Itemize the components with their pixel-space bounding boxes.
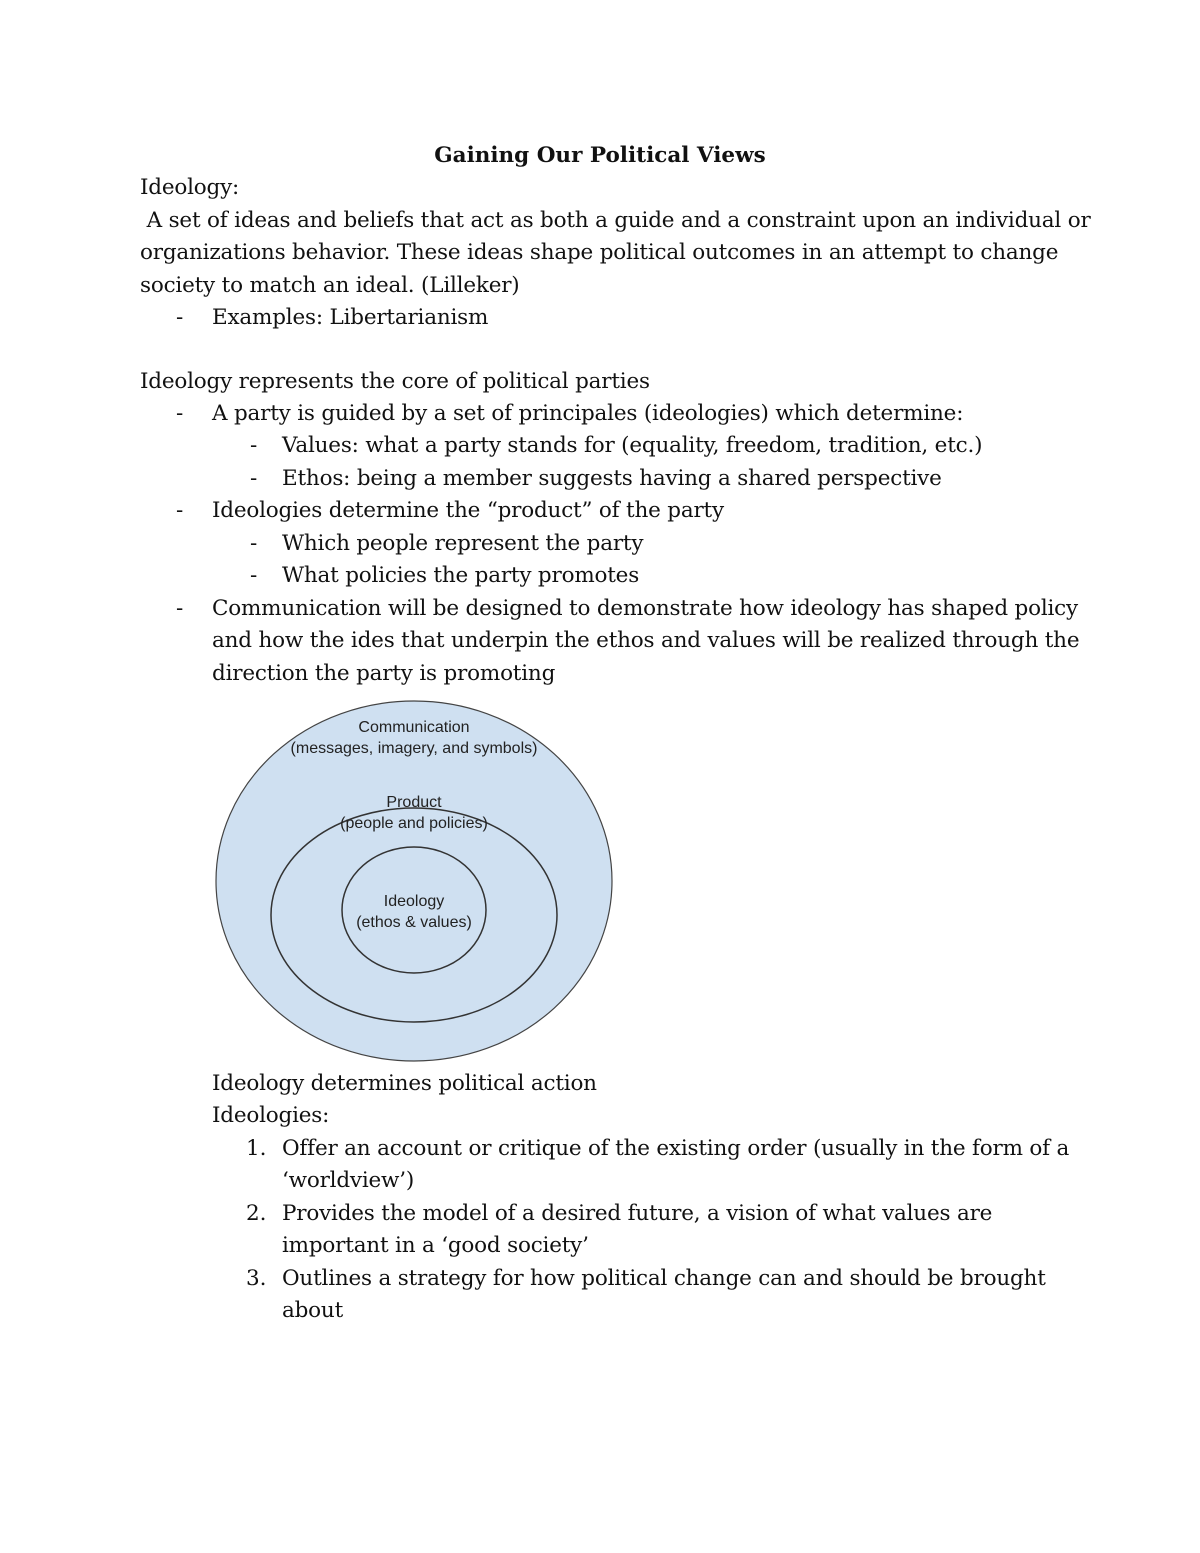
inner-label: Ideology	[383, 893, 445, 910]
middle-sublabel: (people and policies)	[340, 815, 488, 832]
list-item-2-line-2: important in a ‘good society’	[282, 1233, 589, 1258]
sub-bullet-dash: -	[250, 466, 258, 491]
sub-bullet-dash: -	[250, 433, 258, 458]
bullet-dash: -	[176, 596, 184, 621]
definition-line-1: A set of ideas and beliefs that act as both a guide and a constraint upon an individual or	[140, 208, 1091, 233]
core-bullet-3-line-3: direction the party is promoting	[212, 661, 556, 686]
list-item-3-line-1: Outlines a strategy for how political change can and should be brought	[282, 1266, 1046, 1291]
inner-sublabel: (ethos & values)	[356, 914, 472, 931]
concentric-circles-diagram	[210, 695, 620, 1067]
definition-line-2: organizations behavior. These ideas shape political outcomes in an attempt to change	[140, 240, 1059, 265]
outer-label: Communication	[358, 719, 470, 736]
bullet-dash: -	[176, 498, 184, 523]
list-item-1-line-1: Offer an account or critique of the existing order (usually in the form of a	[282, 1136, 1070, 1161]
outer-sublabel: (messages, imagery, and symbols)	[290, 740, 538, 757]
core-sub-bullet-values: Values: what a party stands for (equality, freedom, tradition, etc.)	[282, 433, 983, 458]
list-item-2-line-1: Provides the model of a desired future, a vision of what values are	[282, 1201, 993, 1226]
list-item-1-line-2: ‘worldview’)	[282, 1168, 415, 1193]
sub-bullet-dash: -	[250, 563, 258, 588]
list-item-3-line-2: about	[282, 1298, 344, 1323]
list-number: 2.	[246, 1201, 267, 1226]
sub-bullet-dash: -	[250, 531, 258, 556]
inner-circle-ideology	[342, 847, 486, 973]
core-heading: Ideology represents the core of political parties	[140, 369, 650, 394]
bullet-dash: -	[176, 305, 184, 330]
definition-line-3: society to match an ideal. (Lilleker)	[140, 273, 520, 298]
core-bullet-2: Ideologies determine the “product” of the party	[212, 498, 724, 523]
bullet-dash: -	[176, 401, 184, 426]
definition-heading: Ideology:	[140, 175, 240, 200]
action-subheading: Ideologies:	[212, 1103, 330, 1128]
core-sub-bullet-policies: What policies the party promotes	[282, 563, 640, 588]
core-bullet-3-line-2: and how the ides that underpin the ethos and values will be realized through the	[212, 628, 1080, 653]
action-heading: Ideology determines political action	[212, 1071, 597, 1096]
example-item: Examples: Libertarianism	[212, 305, 489, 330]
core-sub-bullet-people: Which people represent the party	[282, 531, 644, 556]
core-bullet-1: A party is guided by a set of principales (ideologies) which determine:	[212, 401, 964, 426]
middle-label: Product	[386, 794, 442, 811]
page-title: Gaining Our Political Views	[434, 143, 766, 168]
list-number: 1.	[246, 1136, 267, 1161]
core-sub-bullet-ethos: Ethos: being a member suggests having a shared perspective	[282, 466, 942, 491]
list-number: 3.	[246, 1266, 267, 1291]
core-bullet-3-line-1: Communication will be designed to demonstrate how ideology has shaped policy	[212, 596, 1078, 621]
